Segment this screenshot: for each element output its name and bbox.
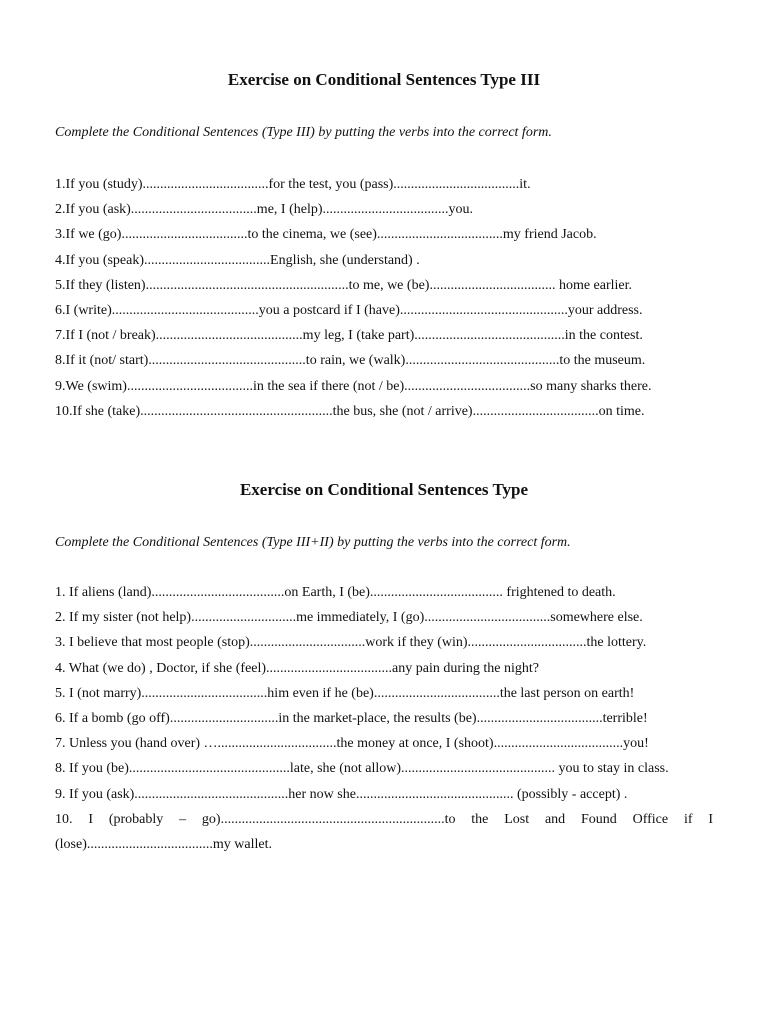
exercise-item: 8. If you (be)..............................................late, she (not allow)............................................ you to stay in class. (55, 761, 669, 777)
exercise-item: 6.I (write)..........................................you a postcard if I (have)................................................your address. (55, 303, 643, 319)
exercise-item: 9.We (swim)....................................in the sea if there (not / be)....................................so many sharks there. (55, 378, 652, 394)
exercise-item: 2. If my sister (not help)..............................me immediately, I (go)....................................somewhere else. (55, 610, 643, 626)
exercise-item: 8.If it (not/ start).............................................to rain, we (walk)............................................to the museum. (55, 353, 646, 369)
exercise-item: 6. If a bomb (go off)...............................in the market-place, the results (be)....................................terrible! (55, 711, 648, 727)
exercise-item: 3.If we (go)....................................to the cinema, we (see)....................................my friend Jacob. (55, 227, 597, 243)
exercise-item: 1. If aliens (land)......................................on Earth, I (be)...................................... frightened to death. (55, 585, 616, 600)
exercise-item: 5. I (not marry)....................................him even if he (be)....................................the last person on earth! (55, 685, 635, 701)
exercise-item: 9. If you (ask)............................................her now she............................................. (possibly - accept) . (55, 786, 628, 802)
exercise-item: 5.If they (listen)..........................................................to me, we (be).................................... home earlier. (55, 277, 633, 293)
exercise-item: 7. Unless you (hand over) …..................................the money at once, I (shoot).....................................you! (55, 736, 649, 752)
section-1-exercise-list (55, 172, 713, 424)
exercise-item: 10.If she (take).......................................................the bus, she (not / arrive)....................................on time. (55, 403, 645, 419)
exercise-item: 3. I believe that most people (stop).................................work if they (win)..................................the lottery. (55, 635, 647, 651)
section-1-title: Exercise on Conditional Sentences Type III (227, 70, 541, 89)
exercise-item: 2.If you (ask)....................................me, I (help)....................................you. (55, 202, 474, 218)
section-1-instruction: Complete the Conditional Sentences (Type III) by putting the verbs into the correct form. (55, 125, 552, 140)
exercise-item: 7.If I (not / break)..........................................my leg, I (take part)...........................................in the contest. (55, 328, 643, 344)
section-2-title: Exercise on Conditional Sentences Type (239, 480, 529, 499)
exercise-item: 4.If you (speak)....................................English, she (understand) . (55, 252, 420, 268)
exercise-item: 4. What (we do) , Doctor, if she (feel)....................................any pain during the night? (55, 660, 540, 676)
exercise-item: 1.If you (study)....................................for the test, you (pass)....................................it. (55, 177, 531, 192)
section-2-exercise-list (55, 580, 713, 857)
exercise-item: 10. I (probably – go)................................................................to the Lost and Found Office if I (lose)....................................my wallet. (55, 811, 713, 853)
section-2-instruction: Complete the Conditional Sentences (Type III+II) by putting the verbs into the correct form. (55, 535, 571, 550)
